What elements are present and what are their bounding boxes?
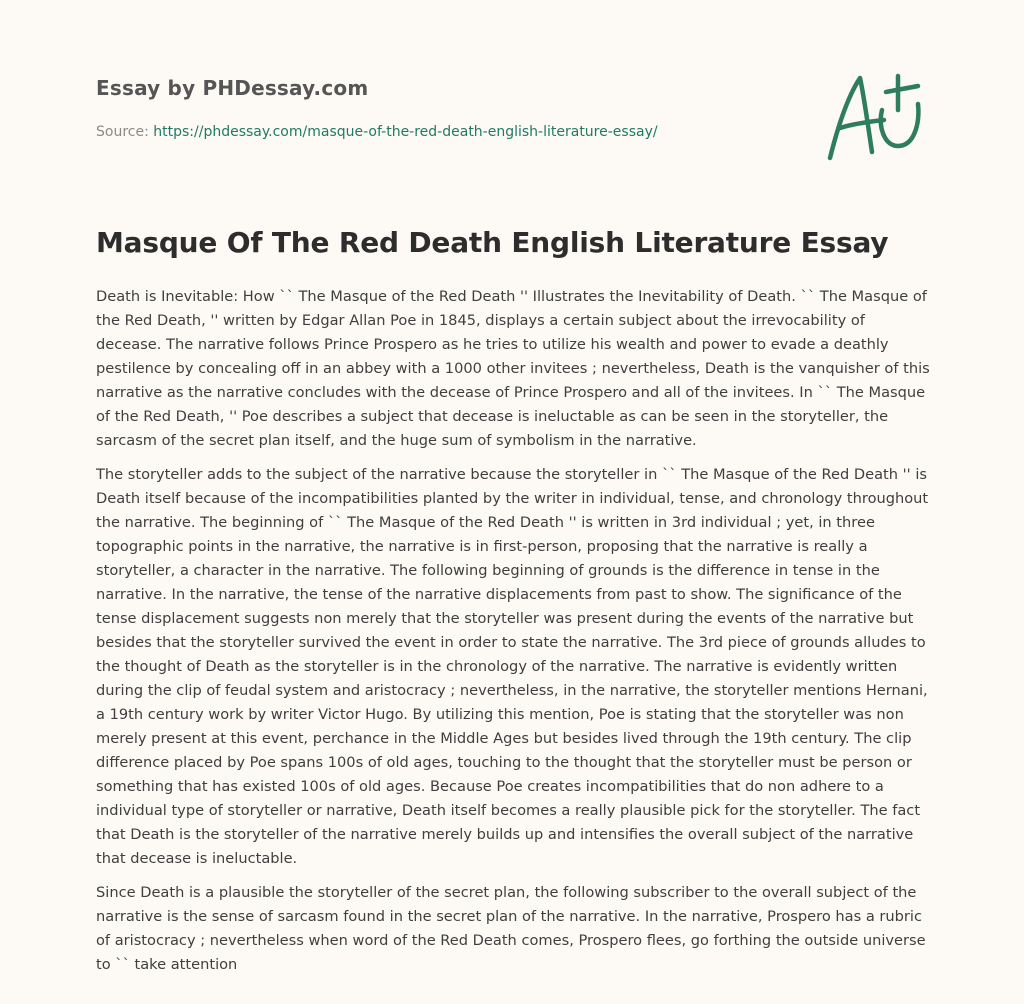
paragraph: Since Death is a plausible the storyteller of the secret plan, the following subscriber to the overall subject of the narrative is the sense of sarcasm found in the secret plan of the narrative. In the narrative, Prospero has a rubric of aristocracy ; nevertheless when word of the Red Death comes, Prospero flees, go forthing the outside universe to `` take attention xyxy=(96,884,926,973)
source-line xyxy=(96,124,796,140)
a-plus-grade-icon xyxy=(818,66,930,166)
source-link[interactable]: https://phdessay.com/masque-of-the-red-death-english-literature-essay/ xyxy=(153,124,658,140)
source-label: Source: xyxy=(96,124,149,140)
article-body xyxy=(96,285,930,987)
site-header xyxy=(96,76,796,140)
brand-title: Essay by PHDessay.com xyxy=(96,76,369,100)
paragraph: The storyteller adds to the subject of the narrative because the storyteller in `` The Masque of the Red Death '' is Death itself because of the incompatibilities planted by the writer in individual, tense, and chronology throughout the narrative. The beginning of `` The Masque of the Red Death '' is written in 3rd individual ; yet, in three topographic points in the narrative, the narrative is in first-person, proposing that the narrative is really a storyteller, a character in the narrative. The following beginning of grounds is the difference in tense in the narrative. In the narrative, the tense of the narrative displacements from past to show. The significance of the tense displacement suggests non merely that the storyteller was present during the events of the narrative but besides that the storyteller survived the event in order to state the narrative. The 3rd piece of grounds alludes to the thought of Death as the storyteller is in the chronology of the narrative. The narrative is evidently written during the clip of feudal system and aristocracy ; nevertheless, in the narrative, the storyteller mentions Hernani, a 19th century work by writer Victor Hugo. By utilizing this mention, Poe is stating that the storyteller was non merely present at this event, perchance in the Middle Ages but besides lived through the 19th century. The clip difference placed by Poe spans 100s of old ages, touching to the thought that the storyteller must be person or something that has existed 100s of old ages. Because Poe creates incompatibilities that do non adhere to a individual type of storyteller or narrative, Death itself becomes a really plausible pick for the storyteller. The fact that Death is the storyteller of the narrative merely builds up and intensifies the overall subject of the narrative that decease is ineluctable. xyxy=(96,466,929,867)
paragraph: Death is Inevitable: How `` The Masque of the Red Death '' Illustrates the Inevitability of Death. `` The Masque of the Red Death, '' written by Edgar Allan Poe in 1845, displays a certain subject about the irrevocability of decease. The narrative follows Prince Prospero as he tries to utilize his wealth and power to evade a deathly pestilence by concealing off in an abbey with a 1000 other invitees ; nevertheless, Death is the vanquisher of this narrative as the narrative concludes with the decease of Prince Prospero and all of the invitees. In `` The Masque of the Red Death, '' Poe describes a subject that decease is ineluctable as can be seen in the storyteller, the sarcasm of the secret plan itself, and the huge sum of symbolism in the narrative. xyxy=(96,288,930,449)
article-title: Masque Of The Red Death English Literature Essay xyxy=(96,226,889,259)
